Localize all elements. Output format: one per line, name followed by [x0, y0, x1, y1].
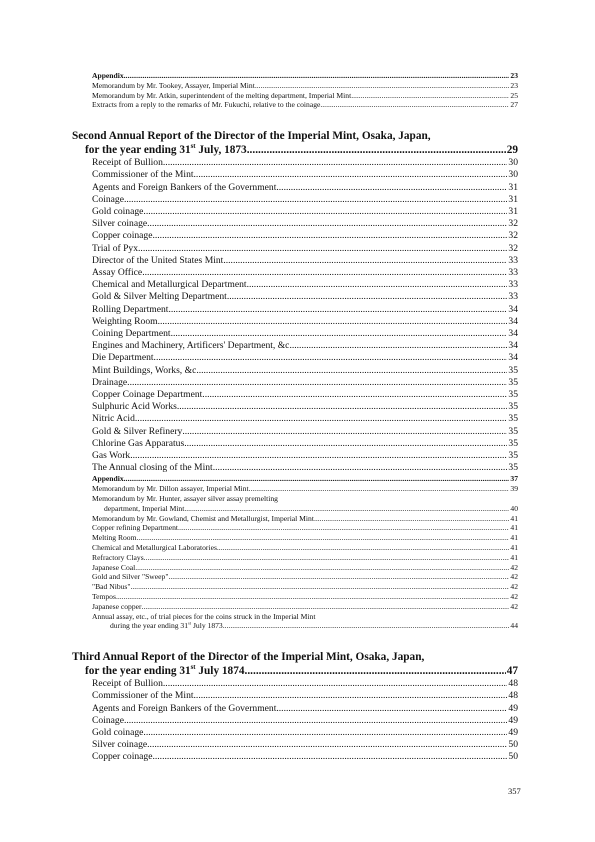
toc-entry-title: Nitric Acid [92, 413, 135, 425]
leader-dots [351, 91, 509, 101]
assay-entry-line1: Annual assay, etc., of trial pieces for the coins struck in the Imperial Mint [92, 611, 316, 621]
toc-entry-page: 49 [508, 714, 518, 726]
toc-entry [72, 304, 518, 316]
leader-dots [124, 194, 507, 206]
toc-entry-page: 35 [508, 364, 518, 376]
toc-entry [92, 582, 518, 592]
toc-entry-title: Gold and Silver "Sweep" [92, 572, 169, 582]
toc-entry-page: 35 [508, 413, 518, 425]
toc-entry-title: Memorandum by Mr. Dillon assayer, Imperial Mint [92, 484, 249, 494]
toc-entry-title: The Annual closing of the Mint [92, 462, 213, 474]
toc-entry [72, 438, 518, 450]
toc-entry-page: 35 [508, 450, 518, 462]
leader-dots [217, 543, 510, 553]
toc-entry [72, 715, 518, 727]
table-of-contents [72, 71, 518, 764]
leader-dots [127, 377, 507, 389]
toc-entry [92, 602, 518, 612]
toc-entry-page: 41 [510, 543, 518, 553]
leader-dots [154, 352, 508, 364]
toc-entry-page: 31 [508, 181, 518, 193]
toc-entry-title: Gold & Silver Refinery [92, 425, 183, 437]
third-report-heading-sup: st [190, 664, 196, 671]
toc-entry-title: Agents and Foreign Bankers of the Government [92, 702, 277, 714]
toc-entry [92, 553, 518, 563]
leader-dots [276, 182, 507, 194]
toc-entry [92, 592, 518, 602]
leader-dots [223, 621, 510, 631]
assay-entry-year: July 1873 [191, 621, 223, 631]
toc-entry [72, 218, 518, 230]
toc-entry [72, 340, 518, 352]
toc-entry-title: department, Imperial Mint [104, 503, 185, 513]
toc-entry-page: 40 [510, 503, 518, 513]
toc-entry-title: Tempos [92, 592, 116, 602]
toc-entry [72, 255, 518, 267]
leader-dots [143, 727, 507, 739]
leader-dots [184, 504, 509, 514]
leader-dots [184, 438, 507, 450]
toc-entry-title: Die Department [92, 352, 154, 364]
toc-entry [72, 100, 518, 110]
second-report-list [72, 157, 518, 474]
leader-dots [194, 690, 508, 702]
toc-entry-page: 33 [508, 254, 518, 266]
toc-entry-page: 35 [508, 401, 518, 413]
second-report-heading-sup: st [190, 143, 196, 150]
toc-entry-title: Gas Work [92, 450, 131, 462]
assay-entry-date: during the year ending 31 [110, 621, 189, 631]
leader-dots [199, 365, 508, 377]
leader-dots [255, 81, 510, 91]
second-report-appendix-list [92, 514, 518, 612]
toc-entry [72, 426, 518, 438]
toc-entry-page: 42 [510, 601, 518, 611]
appendix-1-list [72, 71, 518, 110]
leader-dots [182, 426, 507, 438]
toc-entry [92, 504, 518, 514]
toc-entry [72, 169, 518, 181]
toc-entry-page: 34 [508, 303, 518, 315]
toc-entry-title: Coining Department [92, 328, 171, 340]
toc-entry-page: 33 [508, 291, 518, 303]
toc-entry [72, 316, 518, 328]
toc-entry-page: 44 [510, 621, 518, 631]
leader-dots [314, 514, 509, 524]
leader-dots [202, 389, 507, 401]
leader-dots [130, 450, 507, 462]
toc-entry-title: Copper coinage [92, 230, 153, 242]
leader-dots [223, 255, 507, 267]
third-report-heading-page: 47 [506, 664, 518, 677]
toc-entry-title: Japanese Coal [92, 562, 136, 572]
hunter-entry-line1: Memorandum by Mr. Hunter, assayer silver assay premelting [92, 494, 278, 504]
toc-entry [72, 377, 518, 389]
toc-entry [72, 751, 518, 763]
toc-entry-title: Receipt of Bullion [92, 678, 163, 690]
third-report-heading-date: for the year ending 31 [85, 664, 191, 677]
toc-entry [72, 462, 518, 474]
toc-entry-title: Coinage [92, 193, 124, 205]
toc-entry [92, 523, 518, 533]
toc-entry-title: Coinage [92, 714, 124, 726]
toc-entry-page: 25 [510, 90, 518, 100]
toc-entry-page: 49 [508, 727, 518, 739]
leader-dots [227, 291, 508, 303]
toc-entry [72, 739, 518, 751]
toc-entry-title: Appendix [92, 474, 124, 484]
leader-dots [158, 316, 508, 328]
toc-entry-title: Memorandum by Mr. Gowland, Chemist and Metallurgist, Imperial Mint [92, 513, 314, 523]
toc-entry-page: 35 [508, 425, 518, 437]
toc-entry [72, 243, 518, 255]
toc-entry-page: 41 [510, 513, 518, 523]
toc-entry-page: 35 [508, 437, 518, 449]
toc-entry-page: 42 [510, 582, 518, 592]
toc-entry-page: 31 [508, 206, 518, 217]
toc-entry-title: Copper coinage [92, 751, 153, 763]
toc-entry [72, 365, 518, 377]
toc-entry-title: Extracts from a reply to the remarks of Mr. Fukuchi, relative to the coinage [92, 100, 321, 110]
toc-entry-title: Receipt of Bullion [92, 157, 163, 169]
third-report-heading-line1: Third Annual Report of the Director of the Imperial Mint, Osaka, Japan, [72, 651, 425, 664]
toc-entry [72, 413, 518, 425]
toc-entry [92, 543, 518, 553]
leader-dots [163, 678, 508, 690]
toc-entry [92, 533, 518, 543]
toc-entry [72, 71, 518, 81]
leader-dots [168, 572, 509, 582]
toc-entry-title: Silver coinage [92, 739, 148, 751]
leader-dots [152, 751, 507, 763]
toc-entry-page: 23 [510, 80, 518, 90]
leader-dots [116, 592, 509, 602]
toc-entry-title: Commissioner of the Mint [92, 169, 194, 181]
leader-dots [124, 715, 507, 727]
toc-entry-title: Chemical and Metallurgical Laboratories [92, 543, 217, 553]
toc-entry-title: Gold & Silver Melting Department [92, 291, 227, 303]
second-report-heading-date: for the year ending 31 [85, 143, 191, 156]
toc-entry-title: Chlorine Gas Apparatus [92, 437, 185, 449]
toc-entry-title: Silver coinage [92, 218, 148, 230]
toc-entry-page: 50 [508, 751, 518, 763]
toc-entry-title: Mint Buildings, Works, &c. [92, 364, 199, 376]
toc-entry-title: Sulphuric Acid Works [92, 401, 177, 413]
leader-dots [135, 563, 509, 573]
leader-dots [171, 328, 508, 340]
toc-entry-page: 48 [508, 678, 518, 690]
toc-entry-page: 35 [508, 389, 518, 401]
toc-entry [72, 727, 518, 739]
toc-entry-page: 35 [508, 376, 518, 388]
leader-dots [247, 279, 508, 291]
third-report-heading [72, 651, 518, 678]
leader-dots [142, 267, 507, 279]
toc-entry-page: 48 [508, 690, 518, 702]
toc-entry [72, 182, 518, 194]
leader-dots [213, 462, 508, 474]
leader-dots [168, 304, 507, 316]
toc-entry-page: 34 [508, 352, 518, 364]
leader-dots [147, 739, 507, 751]
toc-entry [72, 157, 518, 169]
leader-dots [143, 206, 507, 218]
second-report-heading-line2 [72, 144, 518, 158]
toc-entry-page: 31 [508, 193, 518, 205]
leader-dots [144, 553, 510, 563]
leader-dots [194, 169, 508, 181]
toc-entry [72, 206, 518, 218]
toc-entry [72, 401, 518, 413]
toc-entry-page: 42 [510, 562, 518, 572]
toc-entry-page: 32 [508, 242, 518, 254]
toc-entry-title: Agents and Foreign Bankers of the Government [92, 181, 277, 193]
toc-entry [92, 484, 518, 494]
toc-entry-page: 37 [510, 474, 518, 484]
toc-entry-title: "Bad Nibus" [92, 582, 131, 592]
toc-entry [92, 474, 518, 484]
toc-entry-page: 32 [508, 218, 518, 230]
toc-entry [72, 690, 518, 702]
toc-entry-title: Gold coinage [92, 727, 144, 739]
toc-entry-title: Gold coinage [92, 206, 144, 217]
leader-dots [124, 71, 510, 81]
toc-entry-title: Copper refining Department [92, 523, 179, 533]
leader-dots [249, 484, 510, 494]
toc-entry [72, 328, 518, 340]
toc-entry [72, 194, 518, 206]
toc-entry-page: 33 [508, 279, 518, 291]
toc-entry-page: 49 [508, 702, 518, 714]
leader-dots [130, 582, 509, 592]
leader-dots [178, 523, 509, 533]
second-report-heading [72, 130, 518, 157]
toc-entry [72, 267, 518, 279]
leader-dots [142, 602, 510, 612]
toc-entry [72, 81, 518, 91]
toc-entry-page: 41 [510, 533, 518, 543]
toc-entry-page: 41 [510, 552, 518, 562]
toc-entry-title: Memorandum by Mr. Atkin, superintendent of the melting department, Imperial Mint [92, 90, 352, 100]
toc-entry-title: Refractory Clays [92, 552, 144, 562]
toc-entry-page: 39 [510, 484, 518, 494]
toc-entry-title: Assay Office [92, 267, 143, 279]
leader-dots [137, 533, 510, 543]
toc-entry [72, 450, 518, 462]
toc-entry [72, 703, 518, 715]
second-report-heading-year: July, 1873 [195, 143, 247, 156]
third-report-heading-year: July 1874 [195, 664, 245, 677]
toc-entry-title: Drainage [92, 376, 128, 388]
toc-entry [72, 678, 518, 690]
toc-entry-page: 34 [508, 315, 518, 327]
leader-dots [163, 157, 508, 169]
page-number: 357 [508, 786, 521, 796]
toc-entry [72, 230, 518, 242]
toc-entry-page: 50 [508, 739, 518, 751]
toc-entry-page: 41 [510, 523, 518, 533]
assay-entry-sup: st [188, 621, 192, 626]
toc-entry-page: 27 [510, 100, 518, 110]
leader-dots [147, 218, 507, 230]
third-report-list [72, 678, 518, 763]
leader-dots [292, 340, 508, 352]
toc-entry-title: Weighting Room [92, 315, 158, 327]
toc-entry-page: 42 [510, 572, 518, 582]
toc-entry-page: 35 [508, 462, 518, 474]
third-report-heading-line2 [72, 665, 518, 679]
second-report-heading-page: 29 [506, 143, 518, 156]
toc-entry-page: 30 [508, 169, 518, 181]
toc-entry-title: Chemical and Metallurgical Department [92, 279, 247, 291]
toc-entry-page: 42 [510, 592, 518, 602]
toc-entry-title: Memorandum by Mr. Tookey, Assayer, Imperial Mint [92, 80, 255, 90]
toc-entry [92, 514, 518, 524]
leader-dots [135, 413, 508, 425]
toc-entry [72, 352, 518, 364]
toc-entry [72, 91, 518, 101]
leader-dots [247, 144, 506, 158]
second-report-appendix [72, 474, 518, 631]
toc-entry-title: Trial of Pyx [92, 242, 139, 254]
leader-dots [276, 703, 507, 715]
toc-entry [72, 291, 518, 303]
toc-entry-title: Engines and Machinery, Artificers' Department, &c. [92, 340, 292, 352]
toc-entry [92, 621, 518, 631]
toc-entry-title: Japanese copper [92, 601, 142, 611]
toc-entry-title: Copper Coinage Department [92, 389, 203, 401]
toc-entry-page: 23 [510, 71, 518, 80]
toc-entry-title: Commissioner of the Mint [92, 690, 194, 702]
second-report-heading-line1: Second Annual Report of the Director of the Imperial Mint, Osaka, Japan, [72, 130, 431, 143]
leader-dots [245, 665, 506, 679]
toc-entry-page: 33 [508, 267, 518, 279]
toc-entry-title: Rolling Department [92, 303, 169, 315]
leader-dots [177, 401, 508, 413]
leader-dots [124, 474, 510, 484]
toc-entry-title: Melting Room [92, 533, 137, 543]
toc-entry [72, 279, 518, 291]
toc-entry-title: Appendix [92, 71, 124, 80]
toc-entry-page: 34 [508, 328, 518, 340]
toc-entry [92, 572, 518, 582]
toc-entry [72, 389, 518, 401]
toc-entry-title: Director of the United States Mint [92, 254, 224, 266]
toc-entry-page: 34 [508, 340, 518, 352]
leader-dots [320, 100, 509, 110]
leader-dots [138, 243, 507, 255]
toc-entry [92, 563, 518, 573]
leader-dots [152, 230, 507, 242]
toc-entry-page: 32 [508, 230, 518, 242]
toc-entry-page: 30 [508, 157, 518, 169]
